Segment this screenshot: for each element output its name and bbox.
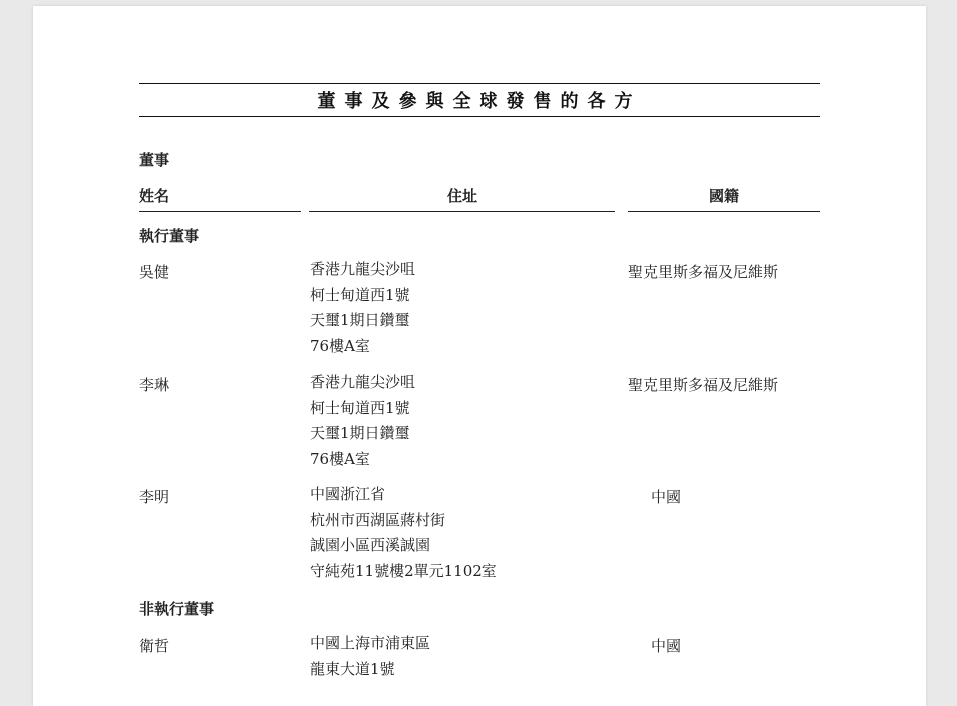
address-line: 龍東大道1號 — [310, 659, 395, 678]
page-title: 董事及參與全球發售的各方 — [317, 91, 642, 112]
director-address — [310, 631, 430, 682]
director-name: 李明 — [139, 488, 170, 506]
director-nationality: 中國 — [651, 488, 682, 506]
director-address — [310, 370, 415, 472]
director-address — [310, 482, 497, 584]
address-line: 76樓A室 — [310, 336, 370, 355]
address-line: 誠園小區西溪誠園 — [310, 536, 431, 554]
column-header-name: 姓名 — [139, 185, 301, 212]
address-line: 76樓A室 — [310, 449, 370, 468]
director-nationality: 聖克里斯多福及尼維斯 — [628, 263, 779, 281]
director-name: 吳健 — [139, 263, 170, 281]
address-line: 天璽1期日鑽璽 — [310, 424, 410, 442]
director-name: 衛哲 — [139, 637, 170, 655]
page-title-bar — [139, 83, 820, 117]
section-heading-non-executive-directors: 非執行董事 — [139, 600, 215, 618]
address-line: 守純苑11號樓2單元1102室 — [310, 561, 497, 580]
address-line: 柯士甸道西1號 — [310, 398, 410, 417]
address-line: 天璽1期日鑽璽 — [310, 311, 410, 329]
address-line: 香港九龍尖沙咀 — [310, 373, 416, 391]
column-header-address: 住址 — [309, 185, 615, 212]
address-line: 柯士甸道西1號 — [310, 285, 410, 304]
address-line: 杭州市西湖區蔣村街 — [310, 510, 446, 529]
director-name: 李琳 — [139, 376, 170, 394]
section-heading-executive-directors: 執行董事 — [139, 227, 200, 245]
director-nationality: 聖克里斯多福及尼維斯 — [628, 376, 779, 394]
director-nationality: 中國 — [651, 637, 682, 655]
address-line: 香港九龍尖沙咀 — [310, 260, 416, 278]
section-heading-directors: 董事 — [139, 151, 170, 169]
address-line: 中國上海市浦東區 — [310, 634, 431, 652]
column-header-nationality: 國籍 — [628, 185, 820, 212]
address-line: 中國浙江省 — [310, 485, 386, 503]
director-address — [310, 257, 415, 359]
document-page — [33, 6, 926, 706]
